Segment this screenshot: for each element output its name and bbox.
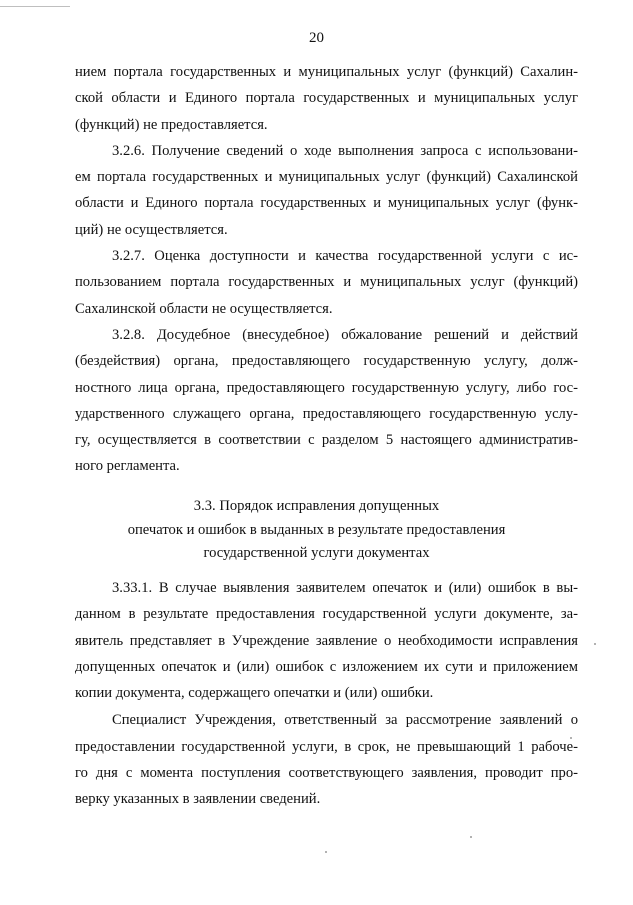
text-line: ской области и Единого портала государственных и муниципальных услуг [75,90,578,107]
heading-line: государственной услуги документах [203,545,430,561]
text-line: явитель представляет в Учреждение заявление о необходимости исправления [75,632,578,649]
paragraph-3-2-6 [75,138,578,243]
text-line: ударственного служащего органа, предоставляющего государственную услу- [75,405,578,422]
text-line: копии документа, содержащего опечатки и (или) ошибки. [75,685,434,702]
scan-speck [325,851,327,853]
text-line: го дня с момента поступления соответствующего заявления, проводит про- [75,765,578,782]
paragraph-specialist [75,707,578,812]
text-line: предоставлении государственной услуги, в срок, не превышающий 1 рабоче- [75,738,578,755]
text-line: Сахалинской области не осуществляется. [75,300,333,317]
text-line: Специалист Учреждения, ответственный за рассмотрение заявлений о [112,712,578,729]
text-line: (бездействия) органа, предоставляющего государственную услугу, долж- [75,353,578,370]
scan-speck [570,737,572,739]
text-line: верку указанных в заявлении сведений. [75,791,321,808]
text-line: ностного лица органа, предоставляющего государственную услугу, либо гос- [75,379,578,396]
text-line: 3.2.7. Оценка доступности и качества государственной услуги с ис- [112,248,578,265]
text-line: ем портала государственных и муниципальных услуг (функций) Сахалинской [75,169,578,186]
page-number: 20 [309,30,324,46]
paragraph-portal-info-continued [75,59,578,138]
scan-speck [594,643,596,645]
text-line: допущенных опечаток и (или) ошибок с изложением их сути и приложением [75,658,578,675]
text-line: 3.2.6. Получение сведений о ходе выполнения запроса с использовани- [112,142,578,159]
body-text-upper [75,59,578,480]
paragraph-3-2-7 [75,243,578,322]
text-line: гу, осуществляется в соответствии с разделом 5 настоящего административ- [75,432,578,449]
text-line: ций) не осуществляется. [75,221,228,238]
heading-line: 3.3. Порядок исправления допущенных [193,498,440,514]
text-line: пользованием портала государственных и муниципальных услуг (функций) [75,274,578,291]
scan-speck [470,836,472,838]
text-line: области и Единого портала государственных и муниципальных услуг (функ- [75,195,578,212]
text-line: ного регламента. [75,458,180,475]
paragraph-3-33-1 [75,575,578,706]
text-line: (функций) не предоставляется. [75,116,268,133]
text-line: данном в результате предоставления государственной услуги документе, за- [75,606,578,623]
text-line: 3.2.8. Досудебное (внесудебное) обжалование решений и действий [112,326,578,343]
text-line: 3.33.1. В случае выявления заявителем опечаток и (или) ошибок в вы- [112,580,578,596]
text-line: нием портала государственных и муниципальных услуг (функций) Сахалин- [75,64,578,80]
paragraph-3-2-8 [75,322,578,480]
section-heading-3-3 [0,495,633,566]
heading-line: опечаток и ошибок в выданных в результате предоставления [127,521,506,538]
scan-edge-line [0,6,70,7]
body-text-lower [75,575,578,813]
